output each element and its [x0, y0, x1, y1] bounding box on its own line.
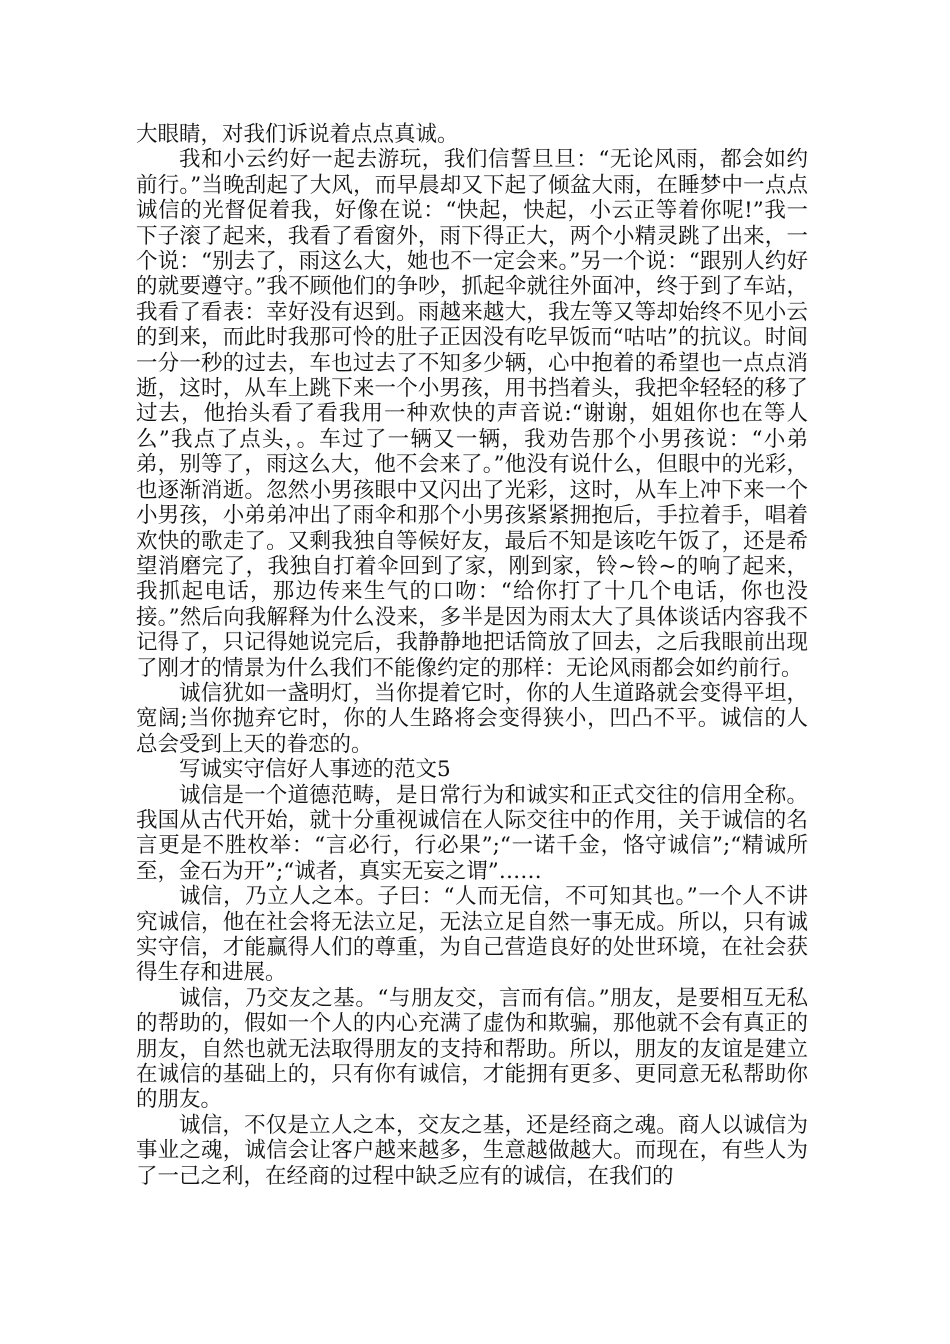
document-body	[136, 122, 808, 1189]
paragraph-definition: 诚信是一个道德范畴，是日常行为和诚实和正式交往的信用全称。我国从古代开始，就十分重视诚信在人际交往中的作用，关于诚信的名言更是不胜枚举：“言必行，行必果”;“一诺千金，恪守诚信”;“精诚所至，金石为开”;“诚者，真实无妄之谓”……	[136, 782, 808, 884]
paragraph-continuation: 大眼睛，对我们诉说着点点真诚。	[136, 122, 459, 147]
paragraph-foundation: 诚信，乃立人之本。子曰：“人而无信，不可知其也。”一个人不讲究诚信，他在社会将无法立足，无法立足自然一事无成。所以，只有诚实守信，才能赢得人们的尊重，为自己营造良好的处世环境，在社会获得生存和进展。	[136, 884, 808, 986]
paragraph-conclusion: 诚信犹如一盏明灯，当你提着它时，你的人生道路就会变得平坦，宽阔;当你抛弃它时，你的人生路将会变得狭小，凹凸不平。诚信的人总会受到上天的眷恋的。	[136, 680, 808, 757]
paragraph-business: 诚信，不仅是立人之本，交友之基，还是经商之魂。商人以诚信为事业之魂，诚信会让客户越来越多，生意越做越大。而现在，有些人为了一己之利，在经商的过程中缺乏应有的诚信，在我们的	[136, 1112, 808, 1189]
paragraph-story: 我和小云约好一起去游玩，我们信誓旦旦：“无论风雨，都会如约前行。”当晚刮起了大风，而早晨却又下起了倾盆大雨，在睡梦中一点点诚信的光督促着我，好像在说：“快起，快起，小云正等着你呢!”我一下子滚了起来，我看了看窗外，雨下得正大，两个小精灵跳了出来，一个说：“别去了，雨这么大，她也不一定会来。”另一个说：“跟别人约好的就要遵守。”我不顾他们的争吵，抓起伞就往外面冲，终于到了车站，我看了看表：幸好没有迟到。雨越来越大，我左等又等却始终不见小云的到来，而此时我那可怜的肚子正因没有吃早饭而“咕咕”的抗议。时间一分一秒的过去，车也过去了不知多少辆，心中抱着的希望也一点点消逝，这时，从车上跳下来一个小男孩，用书挡着头，我把伞轻轻的移了过去，他抬头看了看我用一种欢快的声音说:“谢谢，姐姐你也在等人么”我点了点头，。车过了一辆又一辆，我劝告那个小男孩说：“小弟弟，别等了，雨这么大，他不会来了。”他没有说什么，但眼中的光彩，也逐渐消逝。忽然小男孩眼中又闪出了光彩，这时，从车上冲下来一个小男孩，小弟弟冲出了雨伞和那个小男孩紧紧拥抱后，手拉着手，唱着欢快的歌走了。又剩我独自等候好友，最后不知是该吃午饭了，还是希望消磨完了，我独自打着伞回到了家，刚到家，铃~铃~的响了起来，我抓起电话，那边传来生气的口吻：“给你打了十几个电话，你也没接。”然后向我解释为什么没来，多半是因为雨太大了具体谈话内容我不记得了，只记得她说完后，我静静地把话筒放了回去，之后我眼前出现了刚才的情景为什么我们不能像约定的那样：无论风雨都会如约前行。	[136, 147, 808, 681]
paragraph-friendship: 诚信，乃交友之基。“与朋友交，言而有信。”朋友，是要相互无私的帮助的，假如一个人的内心充满了虚伪和欺骗，那他就不会有真正的朋友，自然也就无法取得朋友的支持和帮助。所以，朋友的友谊是建立在诚信的基础上的，只有你有诚信，才能拥有更多、更同意无私帮助你的朋友。	[136, 985, 808, 1113]
section-heading: 写诚实守信好人事迹的范文5	[179, 757, 451, 783]
